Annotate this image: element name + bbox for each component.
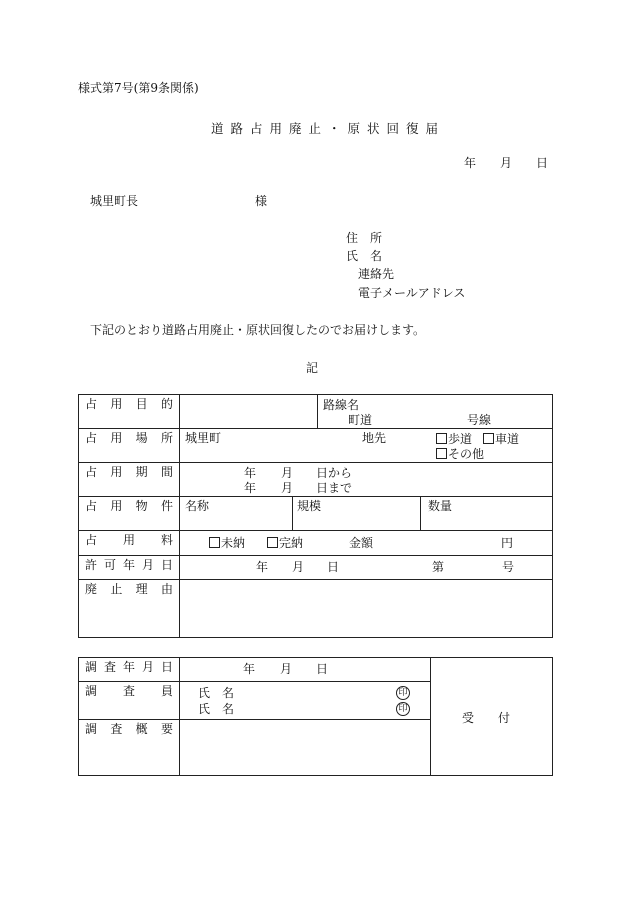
survey-staff-cell[interactable] bbox=[180, 682, 431, 720]
addressee-honorific: 様 bbox=[255, 194, 268, 208]
label-purpose: 占 用 目 的 bbox=[79, 395, 180, 429]
route-number-label: 号線 bbox=[467, 413, 492, 427]
survey-summary-input[interactable] bbox=[180, 720, 431, 776]
applicant-name-label: 氏 名 bbox=[346, 249, 383, 263]
survey-year: 年 bbox=[243, 662, 256, 676]
label-place: 占 用 場 所 bbox=[79, 429, 180, 463]
seal-icon: 印 bbox=[396, 686, 410, 700]
place-chisaki: 地先 bbox=[362, 431, 387, 445]
fee-amount-label: 金額 bbox=[349, 536, 374, 550]
unpaid-checkbox[interactable] bbox=[209, 537, 220, 548]
date-day: 日 bbox=[536, 156, 549, 170]
option-other[interactable]: その他 bbox=[436, 447, 484, 461]
place-town: 城里町 bbox=[185, 431, 222, 445]
staff-name-1: 氏 名 bbox=[198, 686, 235, 700]
period-from-day: 日から bbox=[316, 466, 353, 480]
period-cell[interactable] bbox=[180, 463, 553, 497]
ki-heading: 記 bbox=[306, 361, 319, 375]
row-survey-date bbox=[79, 658, 553, 682]
period-from-month: 月 bbox=[281, 466, 294, 480]
fee-cell[interactable] bbox=[180, 531, 553, 556]
fee-yen-label: 円 bbox=[501, 536, 514, 550]
survey-date-cell[interactable] bbox=[180, 658, 431, 682]
receipt-label: 受 付 bbox=[462, 711, 511, 725]
route-town-label: 町道 bbox=[348, 413, 373, 427]
applicant-email-label: 電子メールアドレス bbox=[358, 286, 466, 300]
label-period: 占 用 期 間 bbox=[79, 463, 180, 497]
row-period bbox=[79, 463, 553, 497]
applicant-contact-label: 連絡先 bbox=[358, 267, 395, 281]
option-sidewalk[interactable]: 歩道 bbox=[436, 432, 472, 446]
row-object bbox=[79, 497, 553, 531]
survey-day: 日 bbox=[316, 662, 329, 676]
staff-name-2: 氏 名 bbox=[198, 702, 235, 716]
permit-year: 年 bbox=[256, 560, 269, 574]
object-scale-label: 規模 bbox=[297, 499, 322, 513]
paid-checkbox[interactable] bbox=[267, 537, 278, 548]
form-number: 様式第7号(第9条関係) bbox=[78, 81, 199, 95]
date-year: 年 bbox=[464, 156, 477, 170]
place-cell[interactable] bbox=[180, 429, 553, 463]
fee-paid[interactable]: 完納 bbox=[267, 536, 303, 550]
label-reason: 廃 止 理 由 bbox=[79, 580, 180, 638]
permit-month: 月 bbox=[292, 560, 305, 574]
permit-dai: 第 bbox=[432, 560, 445, 574]
period-to-day: 日まで bbox=[316, 481, 353, 495]
main-table bbox=[78, 394, 553, 638]
label-fee: 占 用 料 bbox=[79, 531, 180, 556]
route-name-label: 路線名 bbox=[323, 398, 360, 412]
label-survey-staff: 調 査 員 bbox=[79, 682, 180, 720]
other-checkbox[interactable] bbox=[436, 448, 447, 459]
period-to-year: 年 bbox=[244, 481, 257, 495]
seal-icon: 印 bbox=[396, 702, 410, 716]
survey-table bbox=[78, 657, 553, 776]
label-object: 占 用 物 件 bbox=[79, 497, 180, 531]
row-fee bbox=[79, 531, 553, 556]
permit-day: 日 bbox=[327, 560, 340, 574]
label-survey-summary: 調 査 概 要 bbox=[79, 720, 180, 776]
reason-input[interactable] bbox=[180, 580, 553, 638]
date-month: 月 bbox=[500, 156, 513, 170]
fee-unpaid[interactable]: 未納 bbox=[209, 536, 245, 550]
intro-text: 下記のとおり道路占用廃止・原状回復したのでお届けします。 bbox=[90, 323, 426, 337]
row-place bbox=[79, 429, 553, 463]
row-permit bbox=[79, 556, 553, 580]
applicant-address-label: 住 所 bbox=[346, 231, 383, 245]
label-permit: 許 可 年 月 日 bbox=[79, 556, 180, 580]
period-to-month: 月 bbox=[281, 481, 294, 495]
permit-go: 号 bbox=[502, 560, 515, 574]
object-cell[interactable] bbox=[180, 497, 553, 531]
route-cell[interactable] bbox=[318, 395, 553, 429]
sidewalk-checkbox[interactable] bbox=[436, 433, 447, 444]
object-name-label: 名称 bbox=[185, 499, 210, 513]
option-roadway[interactable]: 車道 bbox=[483, 432, 519, 446]
receipt-cell bbox=[431, 658, 553, 776]
survey-month: 月 bbox=[280, 662, 293, 676]
period-from-year: 年 bbox=[244, 466, 257, 480]
addressee: 城里町長 bbox=[90, 194, 139, 208]
permit-cell[interactable] bbox=[180, 556, 553, 580]
row-reason bbox=[79, 580, 553, 638]
label-survey-date: 調 査 年 月 日 bbox=[79, 658, 180, 682]
roadway-checkbox[interactable] bbox=[483, 433, 494, 444]
row-purpose bbox=[79, 395, 553, 429]
purpose-input[interactable] bbox=[180, 395, 318, 429]
form-title: 道路占用廃止・原状回復届 bbox=[211, 121, 446, 136]
object-qty-label: 数量 bbox=[428, 499, 453, 513]
